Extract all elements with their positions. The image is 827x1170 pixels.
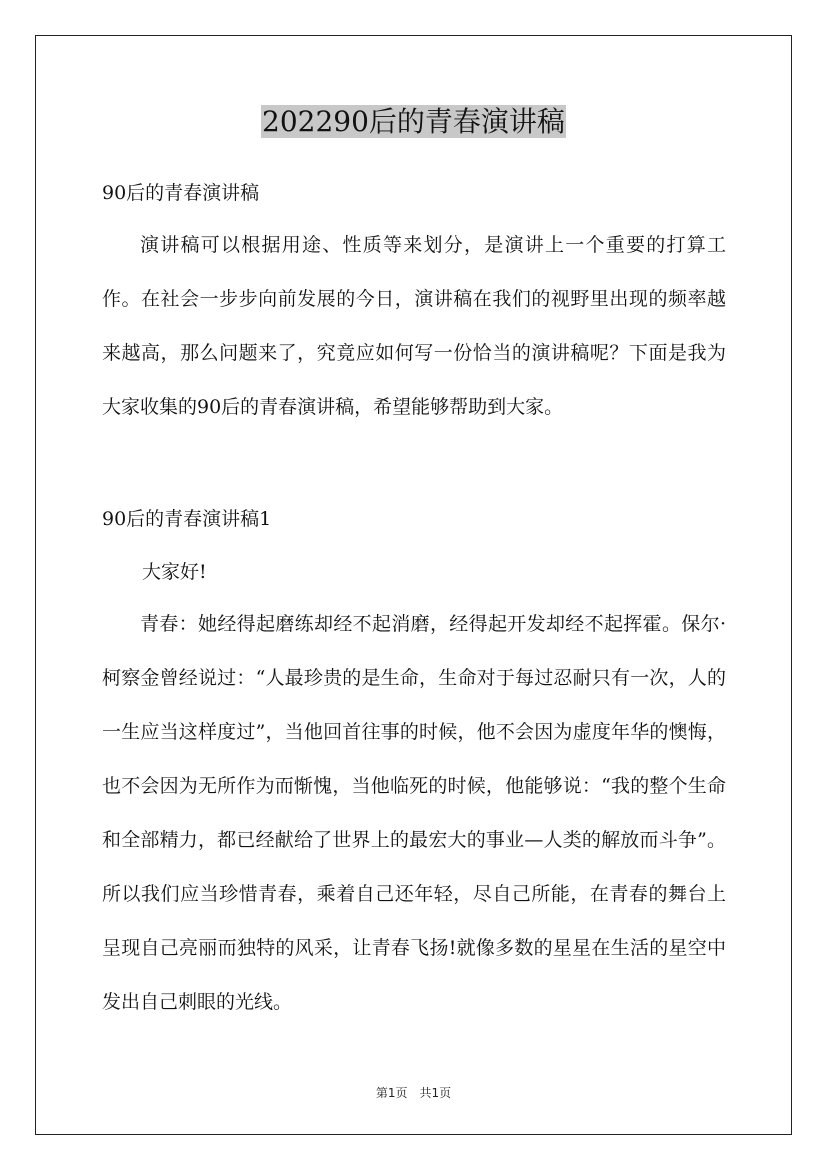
document-title <box>0 103 827 141</box>
page-indicator: 第1页 共1页 <box>375 1086 452 1100</box>
greeting-line: 大家好! <box>142 561 207 583</box>
intro-paragraph: 演讲稿可以根据用途、性质等来划分，是演讲上一个重要的打算工作。在社会一步步向前发展的今日，演讲稿在我们的视野里出现的频率越来越高，那么问题来了，究竟应如何写一份恰当的演讲稿呢？下面是我为大家收集的90后的青春演讲稿，希望能够帮助到大家。 <box>102 234 726 418</box>
body-paragraph: 青春：她经得起磨练却经不起消磨，经得起开发却经不起挥霍。保尔·柯察金曾经说过：“人最珍贵的是生命，生命对于每过忍耐只有一次，人的一生应当这样度过”，当他回首往事的时候，他不会因为虚度年华的懊悔，也不会因为无所作为而惭愧，当他临死的时候，他能够说：“我的整个生命和全部精力，都已经献给了世界上的最宏大的事业—人类的解放而斗争”。所以我们应当珍惜青春，乘着自己还年轻，尽自己所能，在青春的舞台上呈现自己亮丽而独特的风采，让青春飞扬!就像多数的星星在生活的星空中发出自己刺眼的光线。 <box>102 613 726 1013</box>
section-heading: 90后的青春演讲稿 <box>102 182 260 204</box>
speech-heading: 90后的青春演讲稿1 <box>102 508 272 530</box>
document-title-text: 202290后的青春演讲稿 <box>262 105 565 138</box>
page-footer <box>0 1085 827 1101</box>
